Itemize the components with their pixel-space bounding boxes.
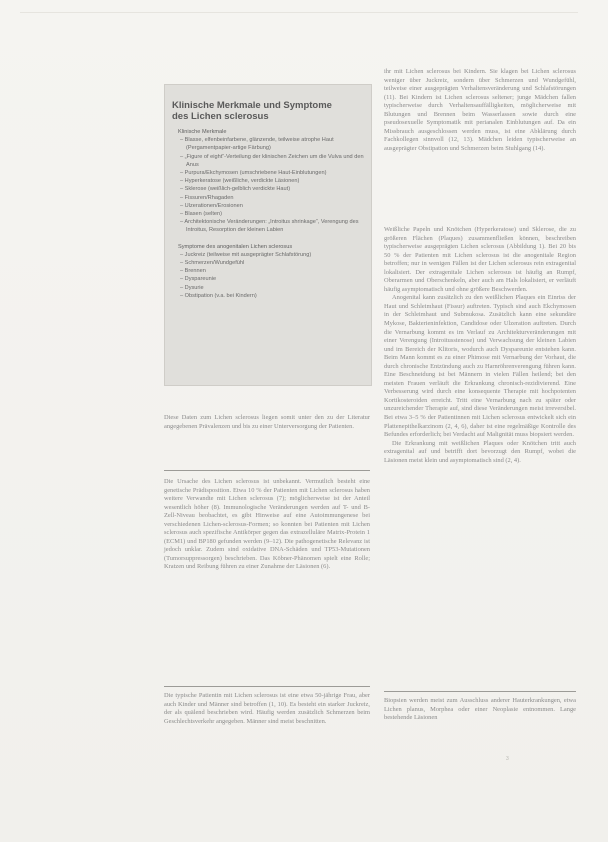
paragraph: Weißliche Papeln und Knötchen (Hyperkeratose) und Sklerose, die zu größeren Flächen (Plaques) zusammenfließen können, beschreiben typischerweise ausgeprägten Lichen sclerosus (Abbildung 1). Bei 20 bis 50 % der Patienten mit Lichen sclerosus ist die anogenitale Region betroffen; nur in wenigen Fällen ist der Lichen sclerosus rein extragenital lokalisiert. Der extragenitale Lichen sclerosus ist häufig an Rumpf, Oberarmen und Oberschenkeln, aber auch am Hals lokalisiert, er verläuft häufig asymptomatisch und ohne größere Beschwerden. [384,226,576,293]
scan-edge [20,12,578,13]
info-box-title-line1: Klinische Merkmale und Symptome [172,100,332,111]
right-column-block-1 [384,68,576,153]
section-heading-clinical: Klinische Merkmale [178,129,227,135]
list-item: – Blasse, elfenbeinfarbene, glänzende, teilweise atrophe Haut (Pergamentpapier-artige Färbung) [180,137,334,152]
list-item: – Fissuren/Rhagaden [180,194,234,201]
spacer [178,235,368,243]
info-box-title-line2: des Lichen sclerosus [172,111,269,122]
list-item: – Brennen [180,268,206,275]
paragraph: ihr mit Lichen sclerosus bei Kindern. Sie klagen bei Lichen sclerosus weniger über Juckreiz, sondern über Schmerzen und Wundgefühl, teilweise einer ausgeprägten Verhaltensveränderung und Schlafstörungen (11). Bei Kindern ist Lichen sclerosus seltener; junge Mädchen fallen typischerweise durch Verhaltensauffälligkeiten, möglicherweise mit Blutungen und Brennen beim Wasserlassen sowie durch eine pseudosexuelle Symptomatik mit perianalen Einblutungen auf. Da ein Missbrauch ausgeschlossen werden muss, ist eine Abklärung durch Fachkollegen sinnvoll (12, 13). Mädchen leiden typischerweise an ausgeprägter Obstipation und Schmerzen beim Stuhlgang (14). [384,68,576,152]
list-item: – Dyspareunie [180,276,217,283]
info-box-title [172,100,368,122]
left-column-block-3 [164,692,370,726]
list-item: – Architektonische Veränderungen: „Introitus shrinkage“, Verengung des Introitus, Resorption der kleinen Labien [180,219,359,234]
divider [384,691,576,692]
list-item: – Schmerzen/Wundgefühl [180,260,245,267]
list-item: – Blasen (selten) [180,211,222,218]
paragraph: Die Ursache des Lichen sclerosus ist unbekannt. Vermutlich besteht eine genetische Prädisposition. Etwa 10 % der Patienten mit Lichen sclerosus haben weitere Verwandte mit Lichen sclerosus (7); möglicherweise ist der Anteil wesentlich höher (8). Immunologische Veränderungen werden auf T- und B-Zell-Niveau beobachtet, es gibt Hinweise auf eine Autoimmungenese bei verschiedenen Lichen-sclerosus-Formen; so konnten bei Patienten mit Lichen sclerosus auch spezifische Antikörper gegen das extrazelluläre Matrix-Protein 1 (ECM1) und BP180 gefunden werden (9–12). Die pathogenetische Relevanz ist jedoch unklar. Zudem sind oxidative DNA-Schäden und TP53-Mutationen (Tumorsuppressorgen) beschrieben. Das Köbner-Phänomen spielt eine Rolle; Kratzen und Reibung führen zu einer Zunahme der Läsionen (6). [164,478,370,571]
list-item: – Sklerose (weißlich-gelblich verdickte Haut) [180,186,291,193]
list-item: – Hyperkeratose (weißliche, verdickte Läsionen) [180,178,300,185]
left-column-block-2 [164,478,370,572]
right-column-block-2 [384,226,576,465]
divider [164,686,370,687]
page-number: 3 [506,756,510,762]
list-item: – Obstipation (v.a. bei Kindern) [180,292,257,299]
info-box-body [178,128,368,300]
paragraph: Anogenital kann zusätzlich zu den weißlichen Plaques ein Einriss der Haut und Schleimhaut (Fissur) auftreten. Typisch sind auch Ekchymosen in der Schleimhaut und Submukosa. Zusätzlich kann eine sekundäre Mykose, Bakterieninfektion, Candidose oder Ulzeration auftreten. Durch die Vernarbung kommt es im Verlauf zu Architekturveränderungen mit einer Verengung (Introitusstenose) und Verwachsung der kleinen Labien und im Bereich der Klitoris, wodurch auch Dyspareunie entstehen kann. Beim Mann kommt es zu einer Phimose mit Vernarbung der Vorhaut, die durch chronische Entzündung auch zu Harnröhrenverengung führen kann. Eine Beschneidung ist bei Männern in vielen Fällen heilend; bei den meisten Frauen verläuft die Erkrankung chronisch-rezidivierend. Eine Verbesserung wird durch eine konsequente Therapie mit hochpotenten Kortikosteroiden erreicht. Tritt eine Vernarbung nach zu später oder unzureichender Therapie auf, sind diese Veränderungen meist irreversibel. Bei etwa 3–5 % der Patientinnen mit Lichen sclerosus entwickelt sich ein Plattenepithelkarzinom (2, 4, 6), daher ist eine regelmäßige Kontrolle des Befundes erforderlich; bei Verdacht auf Malignität muss biopsiert werden. [384,294,576,439]
list-item: – Ulzerationen/Erosionen [180,202,243,209]
divider [164,470,370,471]
paragraph: Die typische Patientin mit Lichen sclerosus ist eine etwa 50-jährige Frau, aber auch Kinder und Männer sind betroffen (1, 10). Es besteht ein starker Juckreiz, der als quälend beschrieben wird. Häufig werden zusätzlich Schmerzen beim Geschlechtsverkehr angegeben. Männer sind meist beschnitten. [164,692,370,725]
section-heading-symptoms: Symptome des anogenitalen Lichen sclerosus [178,243,293,250]
list-item: – „Figure of eight“-Verteilung der klinischen Zeichen um die Vulva und den Anus [180,153,364,168]
paragraph: Die Erkrankung mit weißlichen Plaques oder Knötchen tritt auch extragenital auf und betrifft dort bevorzugt den Rumpf, wobei die Läsionen meist klein und asymptomatisch sind (2, 4). [384,439,576,464]
paragraph: Diese Daten zum Lichen sclerosus liegen somit unter den zu der Literatur angegebenen Prävalenzen und bis zu einer Unterversorgung der Patienten. [164,414,370,430]
right-column-block-3 [384,697,576,723]
left-column-block-1 [164,414,370,431]
list-item: – Juckreiz (teilweise mit ausgeprägter Schlafstörung) [180,251,312,258]
list-item: – Dysurie [180,284,204,291]
paragraph: Biopsien werden meist zum Ausschluss anderer Hauterkrankungen, etwa Lichen planus, Morphea oder einer Neoplasie entnommen. Lange bestehende Läsionen [384,697,576,722]
list-item: – Purpura/Ekchymosen (umschriebene Haut-Einblutungen) [180,170,327,177]
